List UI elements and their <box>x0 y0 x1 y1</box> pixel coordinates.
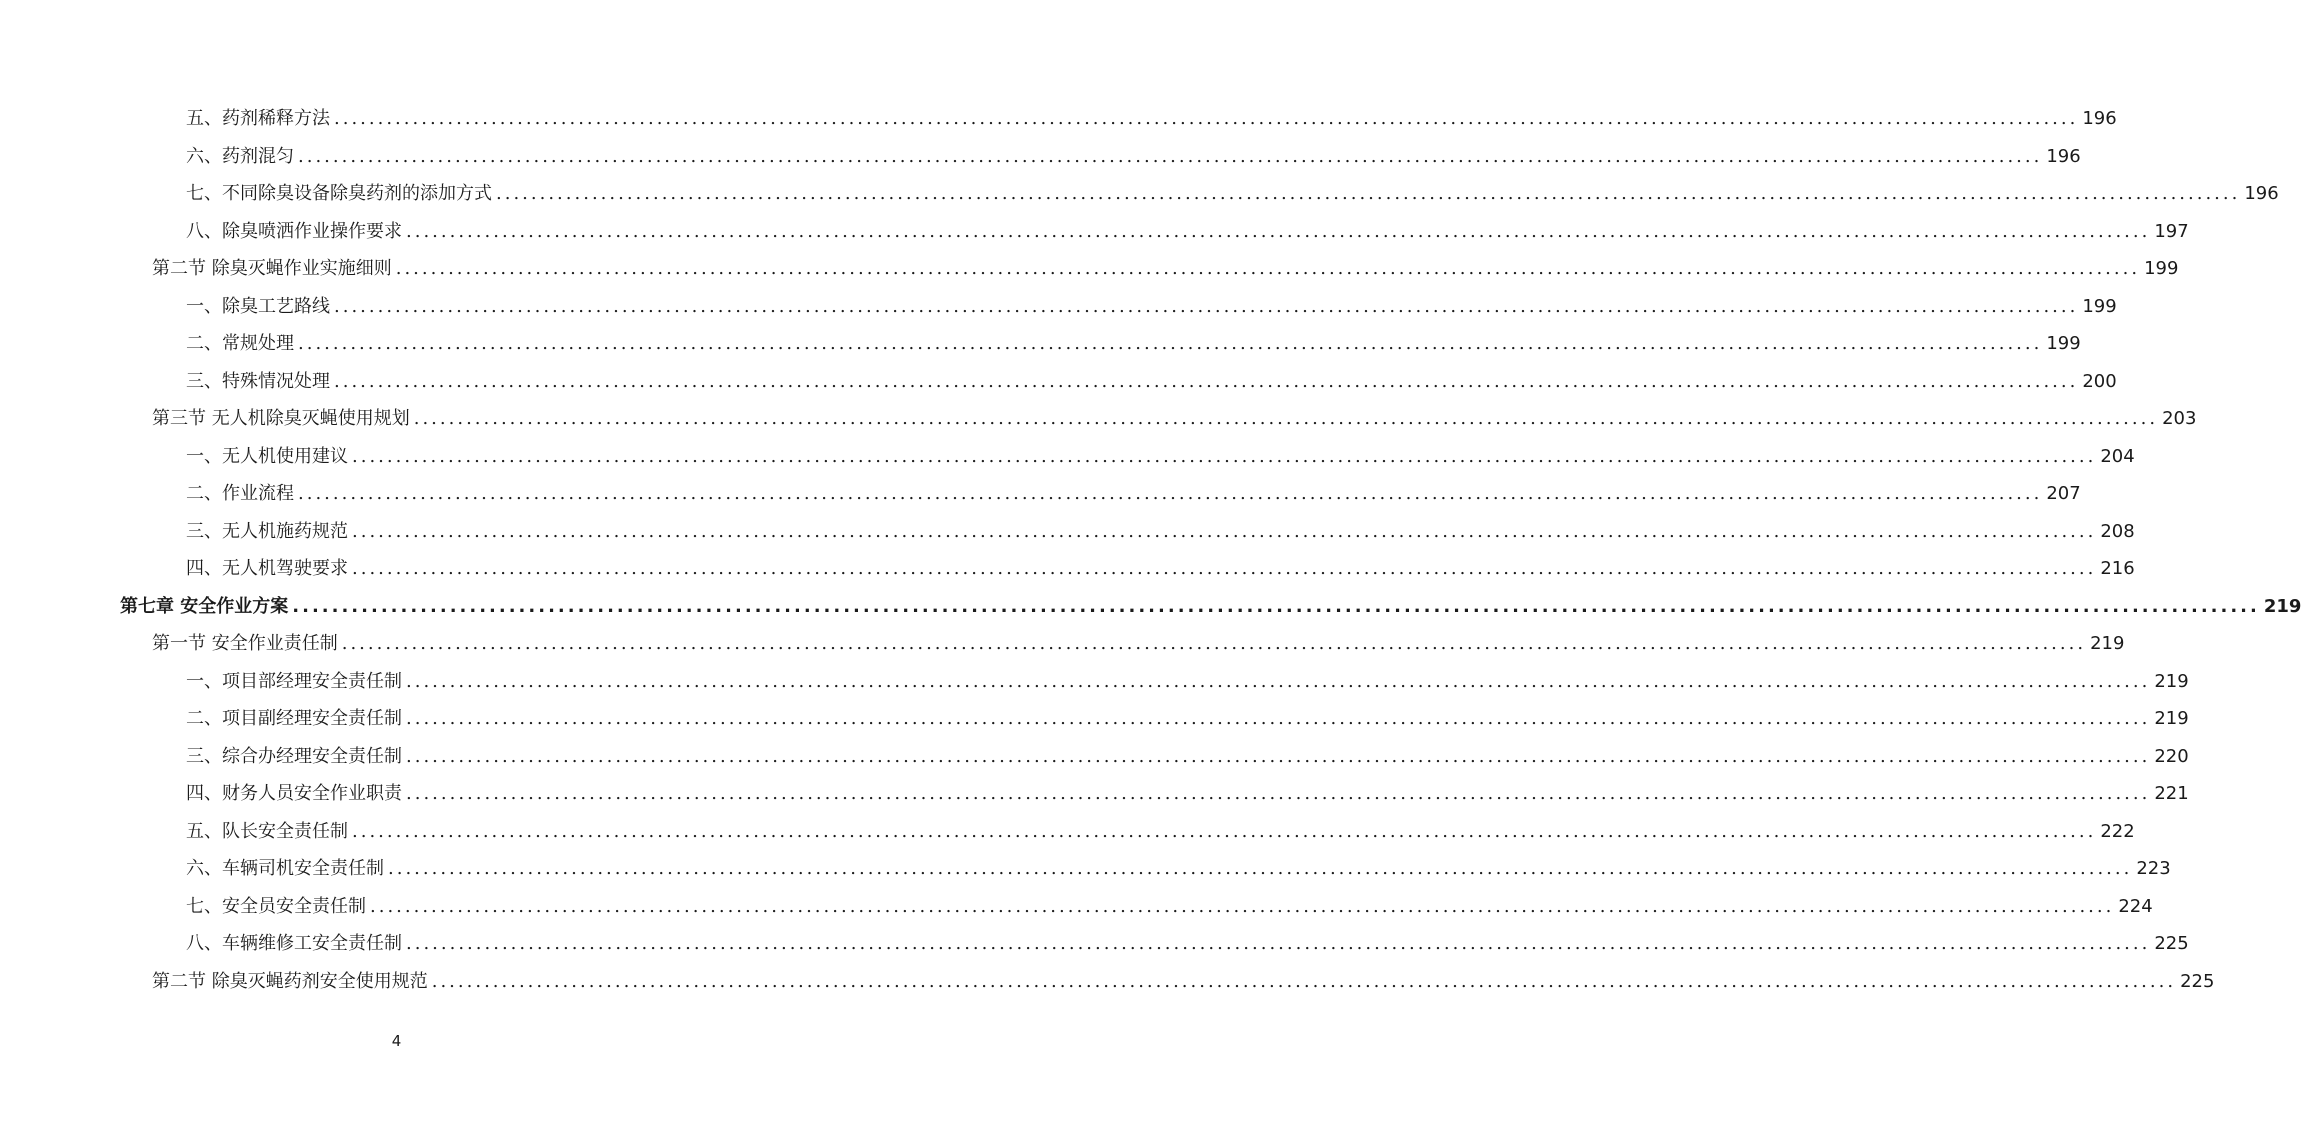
toc-dot-leader: ........................................................................................................................................................................................................ <box>406 670 2151 692</box>
toc-entry-page: 219 <box>2154 670 2189 692</box>
toc-entry[interactable] <box>186 175 2279 212</box>
toc-entry[interactable] <box>186 325 2081 362</box>
toc-dot-leader: ........................................................................................................................................................................................................ <box>334 370 2079 392</box>
toc-entry-page: 219 <box>2154 708 2189 729</box>
toc-entry[interactable] <box>152 625 2125 662</box>
toc-entry-page: 196 <box>2244 183 2279 204</box>
toc-dot-leader: ........................................................................................................................................................................................................ <box>413 408 2159 429</box>
toc-entry[interactable] <box>152 963 2215 1000</box>
toc-entry-page: 225 <box>2154 933 2189 954</box>
toc-dot-leader: ........................................................................................................................................................................................................ <box>341 633 2087 654</box>
toc-entry-page: 199 <box>2082 295 2117 317</box>
toc-dot-leader: ........................................................................................................................................................................................................ <box>406 933 2151 954</box>
toc-entry-page: 221 <box>2154 783 2189 804</box>
toc-entry-page: 199 <box>2046 333 2081 354</box>
toc-entry-page: 219 <box>2090 633 2125 654</box>
toc-entry-page: 223 <box>2136 858 2171 879</box>
toc-dot-leader: ........................................................................................................................................................................................................ <box>352 558 2097 579</box>
toc-dot-leader: ........................................................................................................................................................................................................ <box>370 895 2115 917</box>
page-number: 4 <box>391 1032 402 1050</box>
toc-entry-page: 196 <box>2082 108 2117 129</box>
toc-dot-leader: ........................................................................................................................................................................................................ <box>406 745 2151 767</box>
toc-entry-page: 216 <box>2100 558 2135 579</box>
toc-entry[interactable] <box>186 213 2189 250</box>
toc-entry[interactable] <box>186 700 2189 737</box>
toc-entry-page: 219 <box>2263 595 2301 617</box>
toc-entry-page: 222 <box>2100 820 2135 842</box>
toc-entry[interactable] <box>186 738 2189 775</box>
toc-entry[interactable] <box>186 438 2135 475</box>
toc-entry-title: 三、特殊情况处理 <box>186 370 330 392</box>
toc-entry-title: 八、车辆维修工安全责任制 <box>186 933 402 954</box>
toc-entry[interactable] <box>186 813 2135 850</box>
toc-dot-leader: ........................................................................................................................................................................................................ <box>406 220 2151 242</box>
toc-entry-page: 204 <box>2100 445 2135 467</box>
toc-entry-page: 220 <box>2154 745 2189 767</box>
toc-entry[interactable] <box>186 775 2189 812</box>
toc-entry-page: 200 <box>2082 370 2117 392</box>
toc-dot-leader: ........................................................................................................................................................................................................ <box>352 520 2097 542</box>
toc-dot-leader: ........................................................................................................................................................................................................ <box>406 783 2151 804</box>
toc-entry-title: 六、车辆司机安全责任制 <box>186 858 384 879</box>
toc-entry[interactable] <box>186 363 2117 400</box>
toc-entry[interactable] <box>186 475 2081 512</box>
toc-entry-page: 196 <box>2046 145 2081 167</box>
toc-entry-title: 一、无人机使用建议 <box>186 445 348 467</box>
toc-entry[interactable] <box>186 888 2153 925</box>
toc-entry-page: 199 <box>2144 258 2179 279</box>
toc-entry-title: 第二节 除臭灭蝇作业实施细则 <box>152 258 392 279</box>
toc-entry-title: 三、综合办经理安全责任制 <box>186 745 402 767</box>
toc-dot-leader: ........................................................................................................................................................................................................ <box>395 258 2141 279</box>
toc-entry-title: 五、队长安全责任制 <box>186 820 348 842</box>
toc-entry-page: 224 <box>2118 895 2153 917</box>
toc-dot-leader: ........................................................................................................................................................................................................ <box>352 445 2097 467</box>
toc-entry-title: 六、药剂混匀 <box>186 145 294 167</box>
toc-dot-leader: ........................................................................................................................................................................................................ <box>298 145 2043 167</box>
toc-entry-title: 一、除臭工艺路线 <box>186 295 330 317</box>
toc-entry-title: 第七章 安全作业方案 <box>120 595 289 617</box>
toc-entry-page: 225 <box>2180 970 2215 992</box>
toc-dot-leader: ........................................................................................................................................................................................................ <box>298 483 2043 504</box>
toc-dot-leader: ........................................................................................................................................................................................................ <box>496 183 2241 204</box>
toc-entry[interactable] <box>120 588 2301 625</box>
toc-entry-title: 四、无人机驾驶要求 <box>186 558 348 579</box>
toc-entry[interactable] <box>186 663 2189 700</box>
toc-entry[interactable] <box>186 550 2135 587</box>
toc-entry[interactable] <box>186 513 2135 550</box>
toc-entry-title: 二、项目副经理安全责任制 <box>186 708 402 729</box>
toc-dot-leader: ........................................................................................................................................................................................................ <box>334 295 2079 317</box>
toc-entry-title: 第一节 安全作业责任制 <box>152 633 338 654</box>
toc-entry-title: 五、药剂稀释方法 <box>186 108 330 129</box>
toc-entry-title: 七、安全员安全责任制 <box>186 895 366 917</box>
toc-dot-leader: ........................................................................................................................................................................................................ <box>334 108 2079 129</box>
toc-entry[interactable] <box>186 100 2117 137</box>
toc-dot-leader: ........................................................................................................................................................................................................ <box>431 970 2177 992</box>
toc-entry[interactable] <box>186 850 2171 887</box>
toc-entry-page: 208 <box>2100 520 2135 542</box>
toc-entry-title: 八、除臭喷洒作业操作要求 <box>186 220 402 242</box>
toc-entry[interactable] <box>186 288 2117 325</box>
toc-entry-title: 二、作业流程 <box>186 483 294 504</box>
toc-entry-title: 四、财务人员安全作业职责 <box>186 783 402 804</box>
toc-entry-title: 第三节 无人机除臭灭蝇使用规划 <box>152 408 410 429</box>
toc-entry-title: 三、无人机施药规范 <box>186 520 348 542</box>
toc-entry[interactable] <box>152 250 2179 287</box>
toc-entry-title: 一、项目部经理安全责任制 <box>186 670 402 692</box>
toc-entry[interactable] <box>152 400 2197 437</box>
toc-entry-title: 第二节 除臭灭蝇药剂安全使用规范 <box>152 970 428 992</box>
toc-entry-page: 197 <box>2154 220 2189 242</box>
toc-dot-leader: ........................................................................................................................................................................................................ <box>406 708 2151 729</box>
toc-dot-leader: ........................................................................................................................................................................................................ <box>388 858 2133 879</box>
toc-entry[interactable] <box>186 138 2081 175</box>
toc-entry-page: 207 <box>2046 483 2081 504</box>
toc-entry[interactable] <box>186 925 2189 962</box>
toc-entry-title: 七、不同除臭设备除臭药剂的添加方式 <box>186 183 492 204</box>
toc-dot-leader: ........................................................................................................................................................................................................ <box>292 595 2260 617</box>
toc-dot-leader: ........................................................................................................................................................................................................ <box>352 820 2097 842</box>
toc-dot-leader: ........................................................................................................................................................................................................ <box>298 333 2043 354</box>
toc-entry-title: 二、常规处理 <box>186 333 294 354</box>
toc-entry-page: 203 <box>2162 408 2197 429</box>
